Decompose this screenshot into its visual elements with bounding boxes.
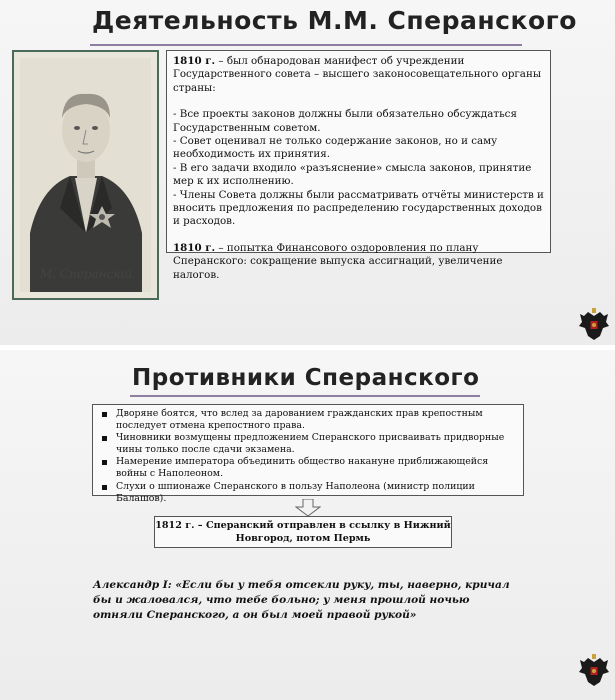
quote-author: Александр I: [93, 579, 172, 591]
finance-year: 1810 г. [173, 241, 216, 254]
slide-speransky-opponents [0, 350, 615, 700]
council-bullet-2: - Совет оценивал не только содержание законов, но и саму необходимость их принятия. [173, 135, 498, 161]
opponents-list-box [92, 404, 524, 504]
square-bullet-icon [102, 460, 107, 465]
double-headed-eagle-icon [578, 654, 610, 688]
slide1-title-rule [90, 44, 522, 46]
council-bullet-4: - Члены Совета должны были рассматривать отчёты министерств и вносить предложения по распределению государственных доходов и расходов. [173, 188, 544, 228]
finance-paragraph [173, 242, 544, 282]
list-item-text: Намерение императора объединить общество накануне приближающейся войны с Наполеоном. [116, 456, 489, 480]
square-bullet-icon [102, 436, 107, 441]
manifest-year: 1810 г. [173, 55, 216, 67]
manifest-text: – был обнародован манифест об учреждении Государственного совета – высшего законосовещательного органы страны: [173, 55, 542, 94]
council-bullet-1: - Все проекты законов должны были обязательно обсуждаться Государственным советом. [173, 108, 517, 134]
portrait-frame [12, 50, 159, 300]
slide2-title: Противники Сперанского [132, 365, 480, 391]
list-item [99, 408, 517, 432]
manifest-paragraph [173, 55, 544, 95]
list-item [99, 456, 517, 480]
square-bullet-icon [102, 485, 107, 490]
list-item-text: Дворяне боятся, что вслед за дарованием гражданских прав крепостным последует отмена крепостного права. [116, 408, 483, 432]
alexander-quote [93, 578, 523, 623]
double-headed-eagle-icon [578, 308, 610, 342]
portrait-image [20, 58, 151, 292]
list-item [99, 432, 517, 456]
slide2-title-rule [130, 395, 480, 397]
portrait-caption: М. Сперанскій [39, 267, 133, 281]
list-item-text: Чиновники возмущены предложением Сперанского присваивать придворные чины только после сдачи экзамена. [116, 432, 505, 456]
slide1-title: Деятельность М.М. Сперанского [92, 6, 577, 35]
council-bullet-3: - В его задачи входило «разъяснение» смысла законов, принятие мер к их исполнению. [173, 161, 532, 188]
exile-box: 1812 г. – Сперанский отправлен в ссылку в Нижний Новгород, потом Пермь [154, 516, 452, 548]
list-item-text: Слухи о шпионаже Сперанского в пользу Наполеона (министр полиции Балашов). [116, 480, 475, 504]
manifest-text-box [166, 50, 551, 281]
slide-speransky-activity [0, 0, 615, 345]
opponents-list [99, 408, 517, 505]
quote-text: «Если бы у тебя отсекли руку, ты, наверно, кричал бы и жаловался, что тебе больно; у меня прошлой ночью отняли Сперанского, а он был моей правой рукой» [93, 579, 510, 621]
down-arrow-icon [295, 499, 321, 517]
square-bullet-icon [102, 412, 107, 417]
finance-text: – попытка Финансового оздоровления по плану Сперанского: сокращение выпуска ассигнаций, увеличение налогов. [173, 241, 503, 281]
